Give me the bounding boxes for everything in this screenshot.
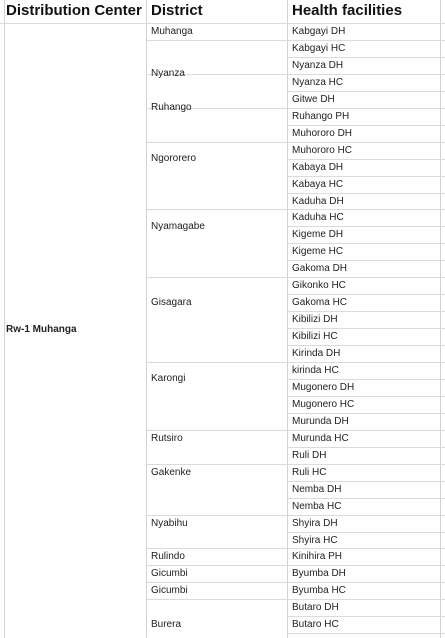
header-divider: [0, 23, 445, 24]
facility-cell[interactable]: Mugonero HC: [292, 398, 355, 410]
facility-cell[interactable]: Butaro DH: [292, 602, 339, 614]
distribution-center-cell[interactable]: Rw-1 Muhanga: [6, 324, 77, 335]
facility-cell[interactable]: Ruli HC: [292, 466, 327, 478]
facility-cell[interactable]: Nyanza DH: [292, 59, 344, 71]
facility-cell[interactable]: Kinihira PH: [292, 551, 343, 563]
facility-cell[interactable]: Gakoma HC: [292, 297, 348, 309]
facility-cell[interactable]: Ruhango PH: [292, 110, 350, 122]
facility-cell[interactable]: Shyira HC: [292, 534, 338, 546]
facility-cell[interactable]: Kirinda DH: [292, 348, 341, 360]
facility-cell[interactable]: Kaduha HC: [292, 212, 344, 224]
district-row-divider: [146, 40, 287, 41]
facility-row-divider: [287, 633, 445, 634]
facility-cell[interactable]: Kigeme HC: [292, 246, 344, 258]
facility-cell[interactable]: Kigeme DH: [292, 229, 344, 241]
facility-cell[interactable]: Nyanza HC: [292, 76, 344, 88]
district-cell[interactable]: Ngororero: [151, 153, 197, 165]
facility-cell[interactable]: Mugonero DH: [292, 381, 355, 393]
district-cell[interactable]: Ruhango: [151, 102, 192, 114]
facility-cell[interactable]: Gitwe DH: [292, 93, 335, 105]
facility-cell[interactable]: Nemba DH: [292, 483, 342, 495]
facility-cell[interactable]: Kabaya HC: [292, 178, 344, 190]
district-cell[interactable]: Gicumbi: [151, 568, 188, 580]
facility-cell[interactable]: Kibilizi DH: [292, 314, 338, 326]
district-cell[interactable]: Nyamagabe: [151, 220, 205, 232]
district-row-divider: [146, 209, 287, 210]
district-row-divider: [146, 277, 287, 278]
facility-cell[interactable]: Kabgayi HC: [292, 42, 346, 54]
district-cell[interactable]: Muhanga: [151, 26, 193, 37]
district-cell[interactable]: Rulindo: [151, 551, 185, 563]
facility-cell[interactable]: kirinda HC: [292, 365, 339, 376]
facility-cell[interactable]: Kibilizi HC: [292, 331, 338, 343]
facility-cell[interactable]: Butaro HC: [292, 619, 339, 631]
district-cell[interactable]: Karongi: [151, 373, 186, 385]
facility-cell[interactable]: Kabaya DH: [292, 161, 344, 173]
column-divider: [146, 0, 147, 638]
facility-cell[interactable]: Muhororo HC: [292, 144, 353, 156]
header-distribution-center[interactable]: Distribution Center: [6, 2, 142, 19]
facility-cell[interactable]: Byumba DH: [292, 568, 346, 580]
facility-cell[interactable]: Nemba HC: [292, 500, 342, 512]
district-cell[interactable]: Rutsiro: [151, 432, 183, 444]
facility-cell[interactable]: Kaduha DH: [292, 195, 344, 207]
district-cell[interactable]: Nyanza: [151, 68, 185, 80]
facility-cell[interactable]: Muhororo DH: [292, 127, 353, 139]
district-cell[interactable]: Gicumbi: [151, 585, 188, 597]
district-row-divider: [146, 362, 287, 363]
facility-cell[interactable]: Murunda HC: [292, 432, 349, 444]
column-divider: [440, 0, 441, 638]
facility-cell[interactable]: Murunda DH: [292, 415, 349, 427]
district-cell[interactable]: Nyabihu: [151, 517, 188, 529]
facility-cell[interactable]: Byumba HC: [292, 585, 346, 597]
facility-cell[interactable]: Gikonko HC: [292, 280, 346, 292]
header-health-facilities[interactable]: Health facilities: [292, 2, 403, 19]
district-cell[interactable]: Gisagara: [151, 297, 192, 309]
district-row-divider: [146, 599, 287, 600]
facility-cell[interactable]: Shyira DH: [292, 517, 338, 529]
district-cell[interactable]: Gakenke: [151, 466, 192, 478]
facility-cell[interactable]: Kabgayi DH: [292, 26, 346, 37]
column-divider: [287, 0, 288, 638]
header-district[interactable]: District: [151, 2, 203, 19]
facility-cell[interactable]: Gakoma DH: [292, 263, 348, 275]
district-row-divider: [146, 142, 287, 143]
column-divider: [4, 0, 5, 638]
facility-cell[interactable]: Ruli DH: [292, 449, 327, 461]
district-cell[interactable]: Burera: [151, 619, 182, 631]
